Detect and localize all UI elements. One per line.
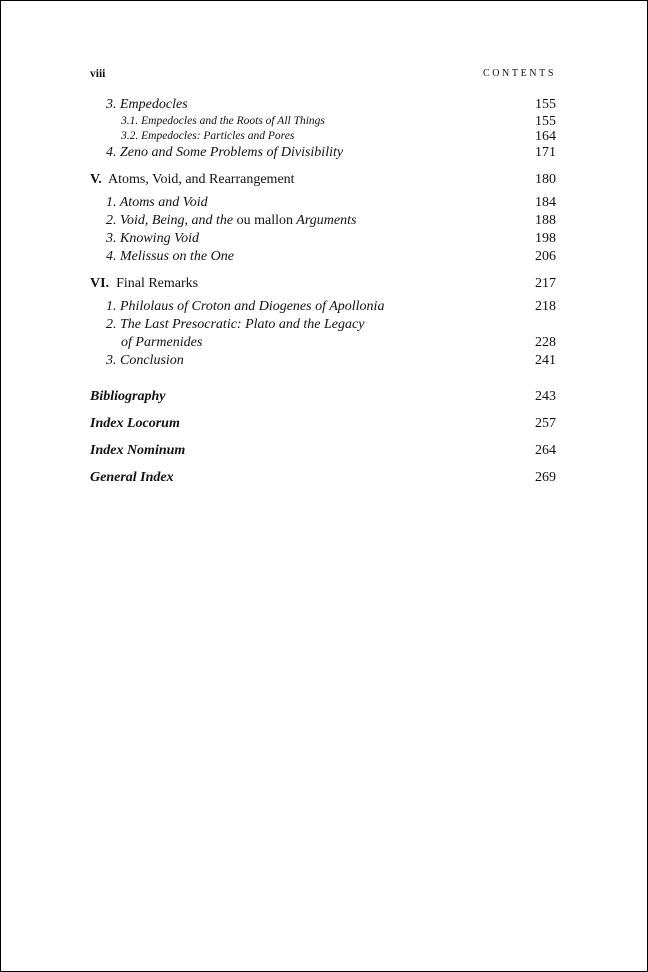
- toc-entry-title: of Parmenides: [121, 335, 203, 350]
- toc-entry-page: 164: [535, 129, 556, 144]
- toc-entry-title-c: Arguments: [293, 213, 357, 228]
- toc-entry-page: 217: [535, 276, 556, 291]
- toc-entry-knowing-void: [90, 230, 556, 248]
- toc-entry-index-nominum: [90, 442, 556, 460]
- toc-entry-page: 264: [535, 443, 556, 458]
- toc-entry-title: 4. Zeno and Some Problems of Divisibility: [106, 145, 344, 160]
- toc-entry-title: 3. Knowing Void: [106, 231, 199, 246]
- toc-entry-title: 2. The Last Presocratic: Plato and the Legacy: [106, 317, 365, 332]
- toc-entry-title: 3.2. Empedocles: Particles and Pores: [121, 130, 295, 142]
- toc-entry-title: General Index: [90, 470, 174, 485]
- toc-entry-page: 180: [535, 172, 556, 187]
- toc-entry-page: 184: [535, 195, 556, 210]
- toc-entry-empedocles: [90, 96, 556, 114]
- toc-entry-melissus: [90, 248, 556, 266]
- chapter-number: V.: [90, 172, 102, 187]
- toc-entry-empedocles-roots: [90, 114, 556, 129]
- toc-chapter-6: [90, 275, 556, 293]
- toc-entry-page: 241: [535, 353, 556, 368]
- table-of-contents: [90, 96, 556, 487]
- toc-entry-page: 243: [535, 389, 556, 404]
- toc-entry-page: 218: [535, 299, 556, 314]
- toc-entry-title: 3. Empedocles: [106, 97, 188, 112]
- toc-entry-zeno: [90, 144, 556, 162]
- toc-entry-title: 3.1. Empedocles and the Roots of All Things: [121, 115, 325, 127]
- running-title: CONTENTS: [482, 68, 556, 79]
- toc-entry-atoms-void: [90, 194, 556, 212]
- toc-entry-bibliography: [90, 388, 556, 406]
- toc-entry-empedocles-particles: [90, 129, 556, 144]
- toc-entry-index-locorum: [90, 415, 556, 433]
- toc-entry-philolaus: [90, 298, 556, 316]
- toc-entry-title: Bibliography: [90, 389, 166, 404]
- toc-entry-page: 198: [535, 231, 556, 246]
- toc-chapter-5: [90, 171, 556, 189]
- toc-entry-title: 3. Conclusion: [106, 353, 184, 368]
- toc-entry-page: 188: [535, 213, 556, 228]
- toc-entry-page: 228: [535, 335, 556, 350]
- page-number: viii: [90, 68, 106, 80]
- toc-entry-title: 1. Atoms and Void: [106, 195, 208, 210]
- toc-entry-page: 155: [535, 97, 556, 112]
- toc-entry-last-presocratic-cont: [90, 334, 556, 352]
- toc-entry-last-presocratic: [90, 316, 556, 334]
- toc-entry-page: 171: [535, 145, 556, 160]
- chapter-title: Atoms, Void, and Rearrangement: [108, 172, 295, 187]
- toc-entry-page: 257: [535, 416, 556, 431]
- running-head: [90, 68, 556, 84]
- toc-entry-title-b: ou mallon: [236, 213, 294, 228]
- toc-entry-title: Index Locorum: [90, 416, 180, 431]
- toc-entry-void-being: [90, 212, 556, 230]
- toc-entry-title-a: 2. Void, Being, and the: [106, 213, 237, 228]
- toc-entry-page: 155: [535, 114, 556, 129]
- chapter-number: VI.: [90, 276, 110, 291]
- toc-entry-page: 269: [535, 470, 556, 485]
- toc-entry-title: Index Nominum: [90, 443, 186, 458]
- toc-entry-title: 4. Melissus on the One: [106, 249, 234, 264]
- toc-entry-general-index: [90, 469, 556, 487]
- toc-entry-conclusion: [90, 352, 556, 370]
- toc-entry-page: 206: [535, 249, 556, 264]
- chapter-title: Final Remarks: [116, 276, 199, 291]
- toc-entry-title: 1. Philolaus of Croton and Diogenes of Apollonia: [106, 299, 385, 314]
